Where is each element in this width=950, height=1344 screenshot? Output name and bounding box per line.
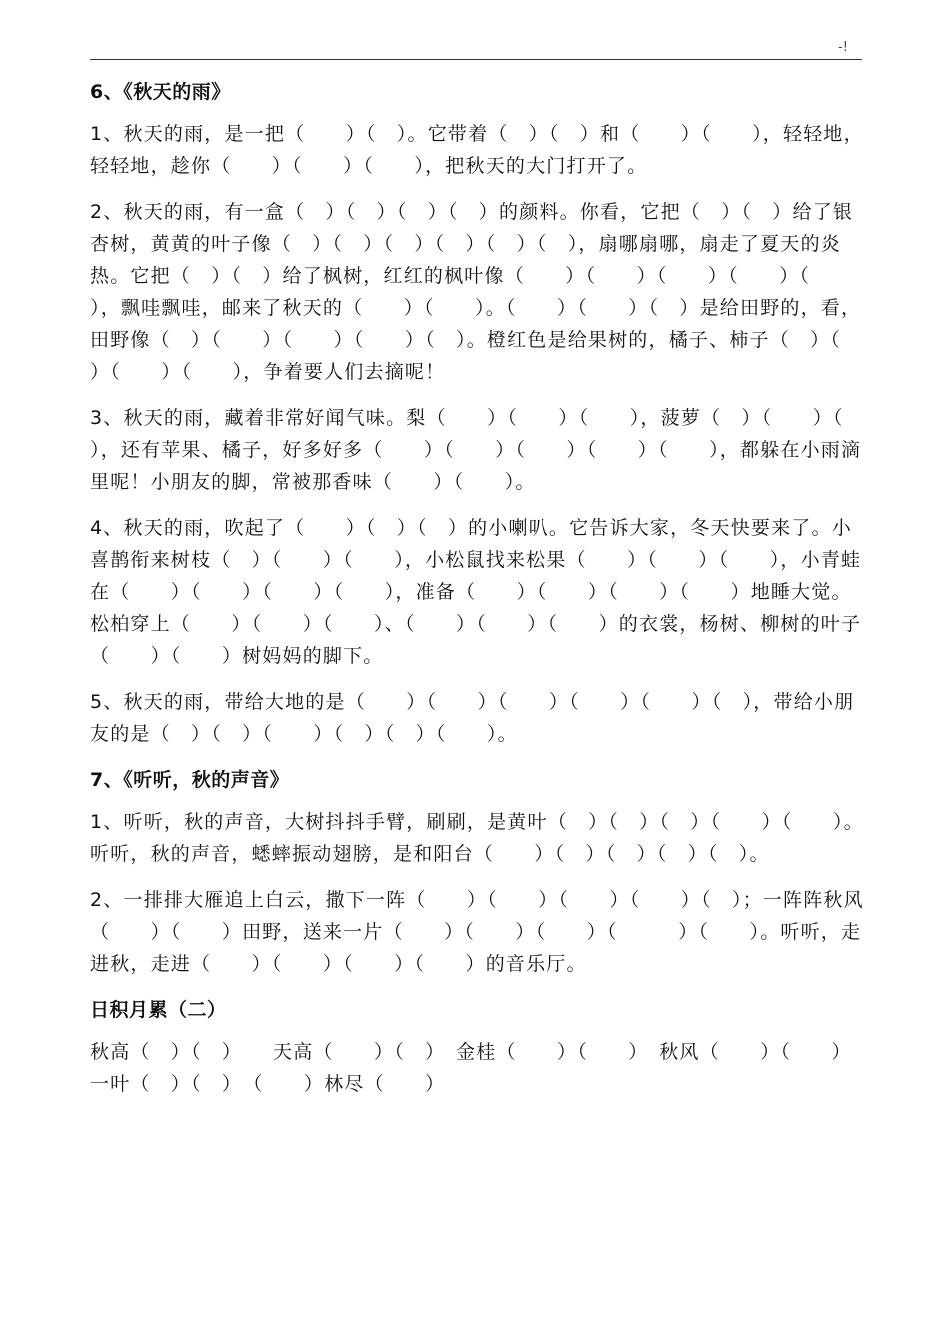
exercise-paragraph: 1、秋天的雨，是一把（ ）（ ）。它带着（ ）（ ）和（ ）（ ），轻轻地，轻轻地，趁你（ ）（ ）（ ），把秋天的大门打开了。	[90, 123, 864, 177]
exercise-paragraph: 2、秋天的雨，有一盒（ ）（ ）（ ）（ ）的颜料。你看，它把（ ）（ ）给了银杏树，黄黄的叶子像（ ）（ ）（ ）（ ）（ ）（ ），扇哪扇哪，扇走了夏天的炎热。它把（ ）（ ）给了枫树，红红的枫叶像（ ）（ ）（ ）（ ）（ ），飘哇飘哇，邮来了秋天的（ ）（ ）。（ ）（ ）（ ）是给田野的，看，田野像（ ）（ ）（ ）（ ）（ ）。橙红色是给果树的，橘子、柿子（ ）（ ）（ ）（ ），争着要人们去摘呢！	[90, 201, 882, 383]
exercise-paragraph: 1、听听，秋的声音，大树抖抖手臂，刷刷，是黄叶（ ）（ ）（ ）（ ）（ ）。听听，秋的声音，蟋蟀振动翅膀，是和阳台（ ）（ ）（ ）（ ）（ ）。	[90, 811, 864, 865]
exercise-paragraph: 5、秋天的雨，带给大地的是（ ）（ ）（ ）（ ）（ ）（ ），带给小朋友的是（ ）（ ）（ ）（ ）（ ）（ ）。	[90, 691, 855, 745]
header-mark: -!	[838, 40, 848, 55]
exercise-paragraph: 秋高（ ）（ ） 天高（ ）（ ） 金桂（ ）（ ） 秋风（ ）（ ） 一叶（ ）（ ） （ ）林尽（ ）	[90, 1041, 863, 1095]
document-body	[90, 72, 884, 1114]
section-title: 7、《听听，秋的声音》	[90, 769, 290, 791]
exercise-paragraph: 3、秋天的雨，藏着非常好闻气味。梨（ ）（ ）（ ），菠萝（ ）（ ）（ ），还有苹果、橘子，好多好多（ ）（ ）（ ）（ ）（ ），都躲在小雨滴里呢！小朋友的脚，常被那香味（ ）（ ）。	[90, 407, 884, 493]
header-rule	[90, 59, 862, 60]
exercise-paragraph: 4、秋天的雨，吹起了（ ）（ ）（ ）的小喇叭。它告诉大家，冬天快要来了。小喜鹊衔来树枝（ ）（ ）（ ），小松鼠找来松果（ ）（ ）（ ），小青蛙在（ ）（ ）（ ）（ ），准备（ ）（ ）（ ）（ ）地睡大觉。松柏穿上（ ）（ ）（ ）、（ ）（ ）（ ）的衣裳，杨树、柳树的叶子（ ）（ ）树妈妈的脚下。	[90, 517, 862, 667]
exercise-paragraph: 2、一排排大雁追上白云，撒下一阵（ ）（ ）（ ）（ ）（ ）；一阵阵秋风（ ）（ ）田野，送来一片（ ）（ ）（ ）（ ）（ ）。听听，走进秋，走进（ ）（ ）（ ）（ ）的音乐厅。	[90, 889, 864, 975]
section-title: 日积月累（二）	[90, 999, 227, 1021]
section-title: 6、《秋天的雨》	[90, 81, 231, 103]
